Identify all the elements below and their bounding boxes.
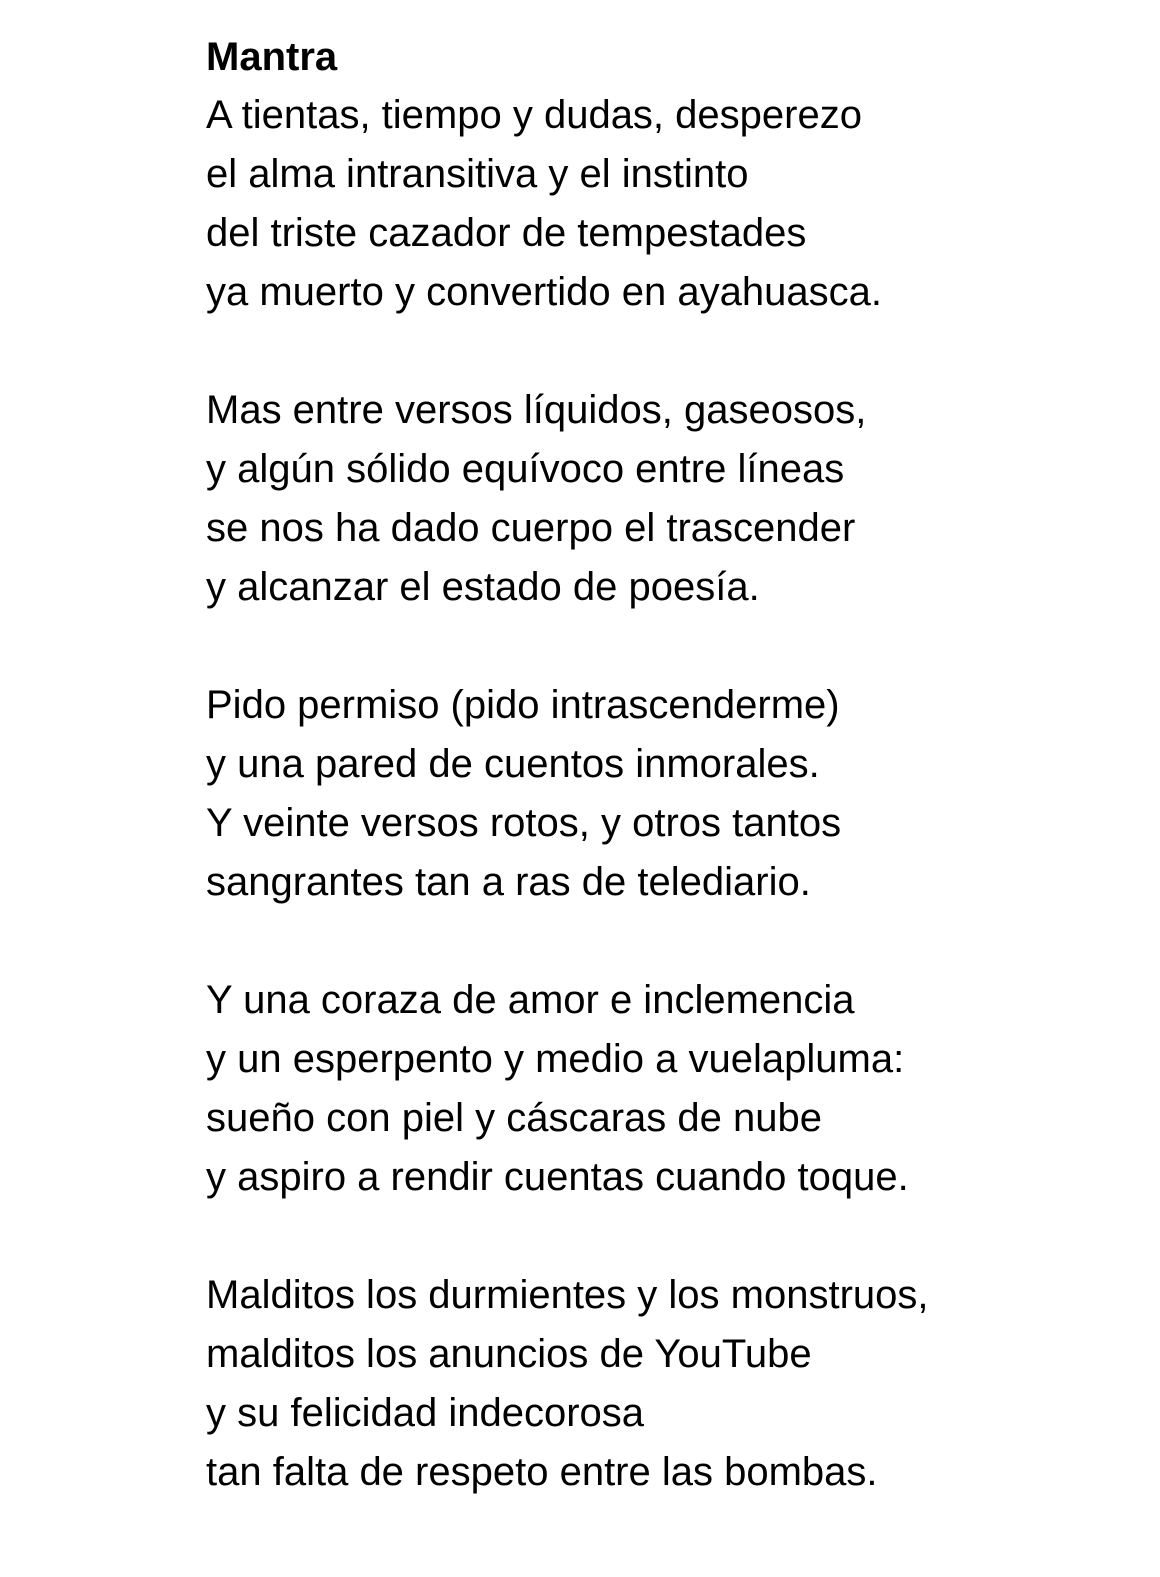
poem-line: y algún sólido equívoco entre líneas [206, 447, 845, 491]
poem-line: y aspiro a rendir cuentas cuando toque. [206, 1155, 909, 1199]
poem-line: Mas entre versos líquidos, gaseosos, [206, 388, 867, 432]
poem [206, 28, 1136, 1502]
poem-line: y alcanzar el estado de poesía. [206, 565, 760, 609]
poem-line: del triste cazador de tempestades [206, 211, 807, 255]
poem-line: Pido permiso (pido intrascenderme) [206, 683, 840, 727]
poem-line: malditos los anuncios de YouTube [206, 1332, 812, 1376]
poem-line: sangrantes tan a ras de telediario. [206, 860, 811, 904]
stanza-4 [206, 971, 1136, 1207]
stanza-2 [206, 381, 1136, 617]
poem-line: el alma intransitiva y el instinto [206, 152, 749, 196]
stanza-5 [206, 1266, 1136, 1502]
stanza-3 [206, 676, 1136, 912]
poem-line: y una pared de cuentos inmorales. [206, 742, 820, 786]
poem-line: ya muerto y convertido en ayahuasca. [206, 270, 882, 314]
poem-line: y su felicidad indecorosa [206, 1391, 645, 1435]
poem-line: A tientas, tiempo y dudas, desperezo [206, 93, 862, 137]
stanza-1 [206, 86, 1136, 322]
poem-line: Y una coraza de amor e inclemencia [206, 978, 855, 1022]
poem-title: Mantra [206, 35, 338, 79]
poem-line: y un esperpento y medio a vuelapluma: [206, 1037, 905, 1081]
poem-line: Malditos los durmientes y los monstruos, [206, 1273, 929, 1317]
poem-line: se nos ha dado cuerpo el trascender [206, 506, 856, 550]
poem-line: tan falta de respeto entre las bombas. [206, 1450, 878, 1494]
poem-line: Y veinte versos rotos, y otros tantos [206, 801, 842, 845]
poem-line: sueño con piel y cáscaras de nube [206, 1096, 822, 1140]
